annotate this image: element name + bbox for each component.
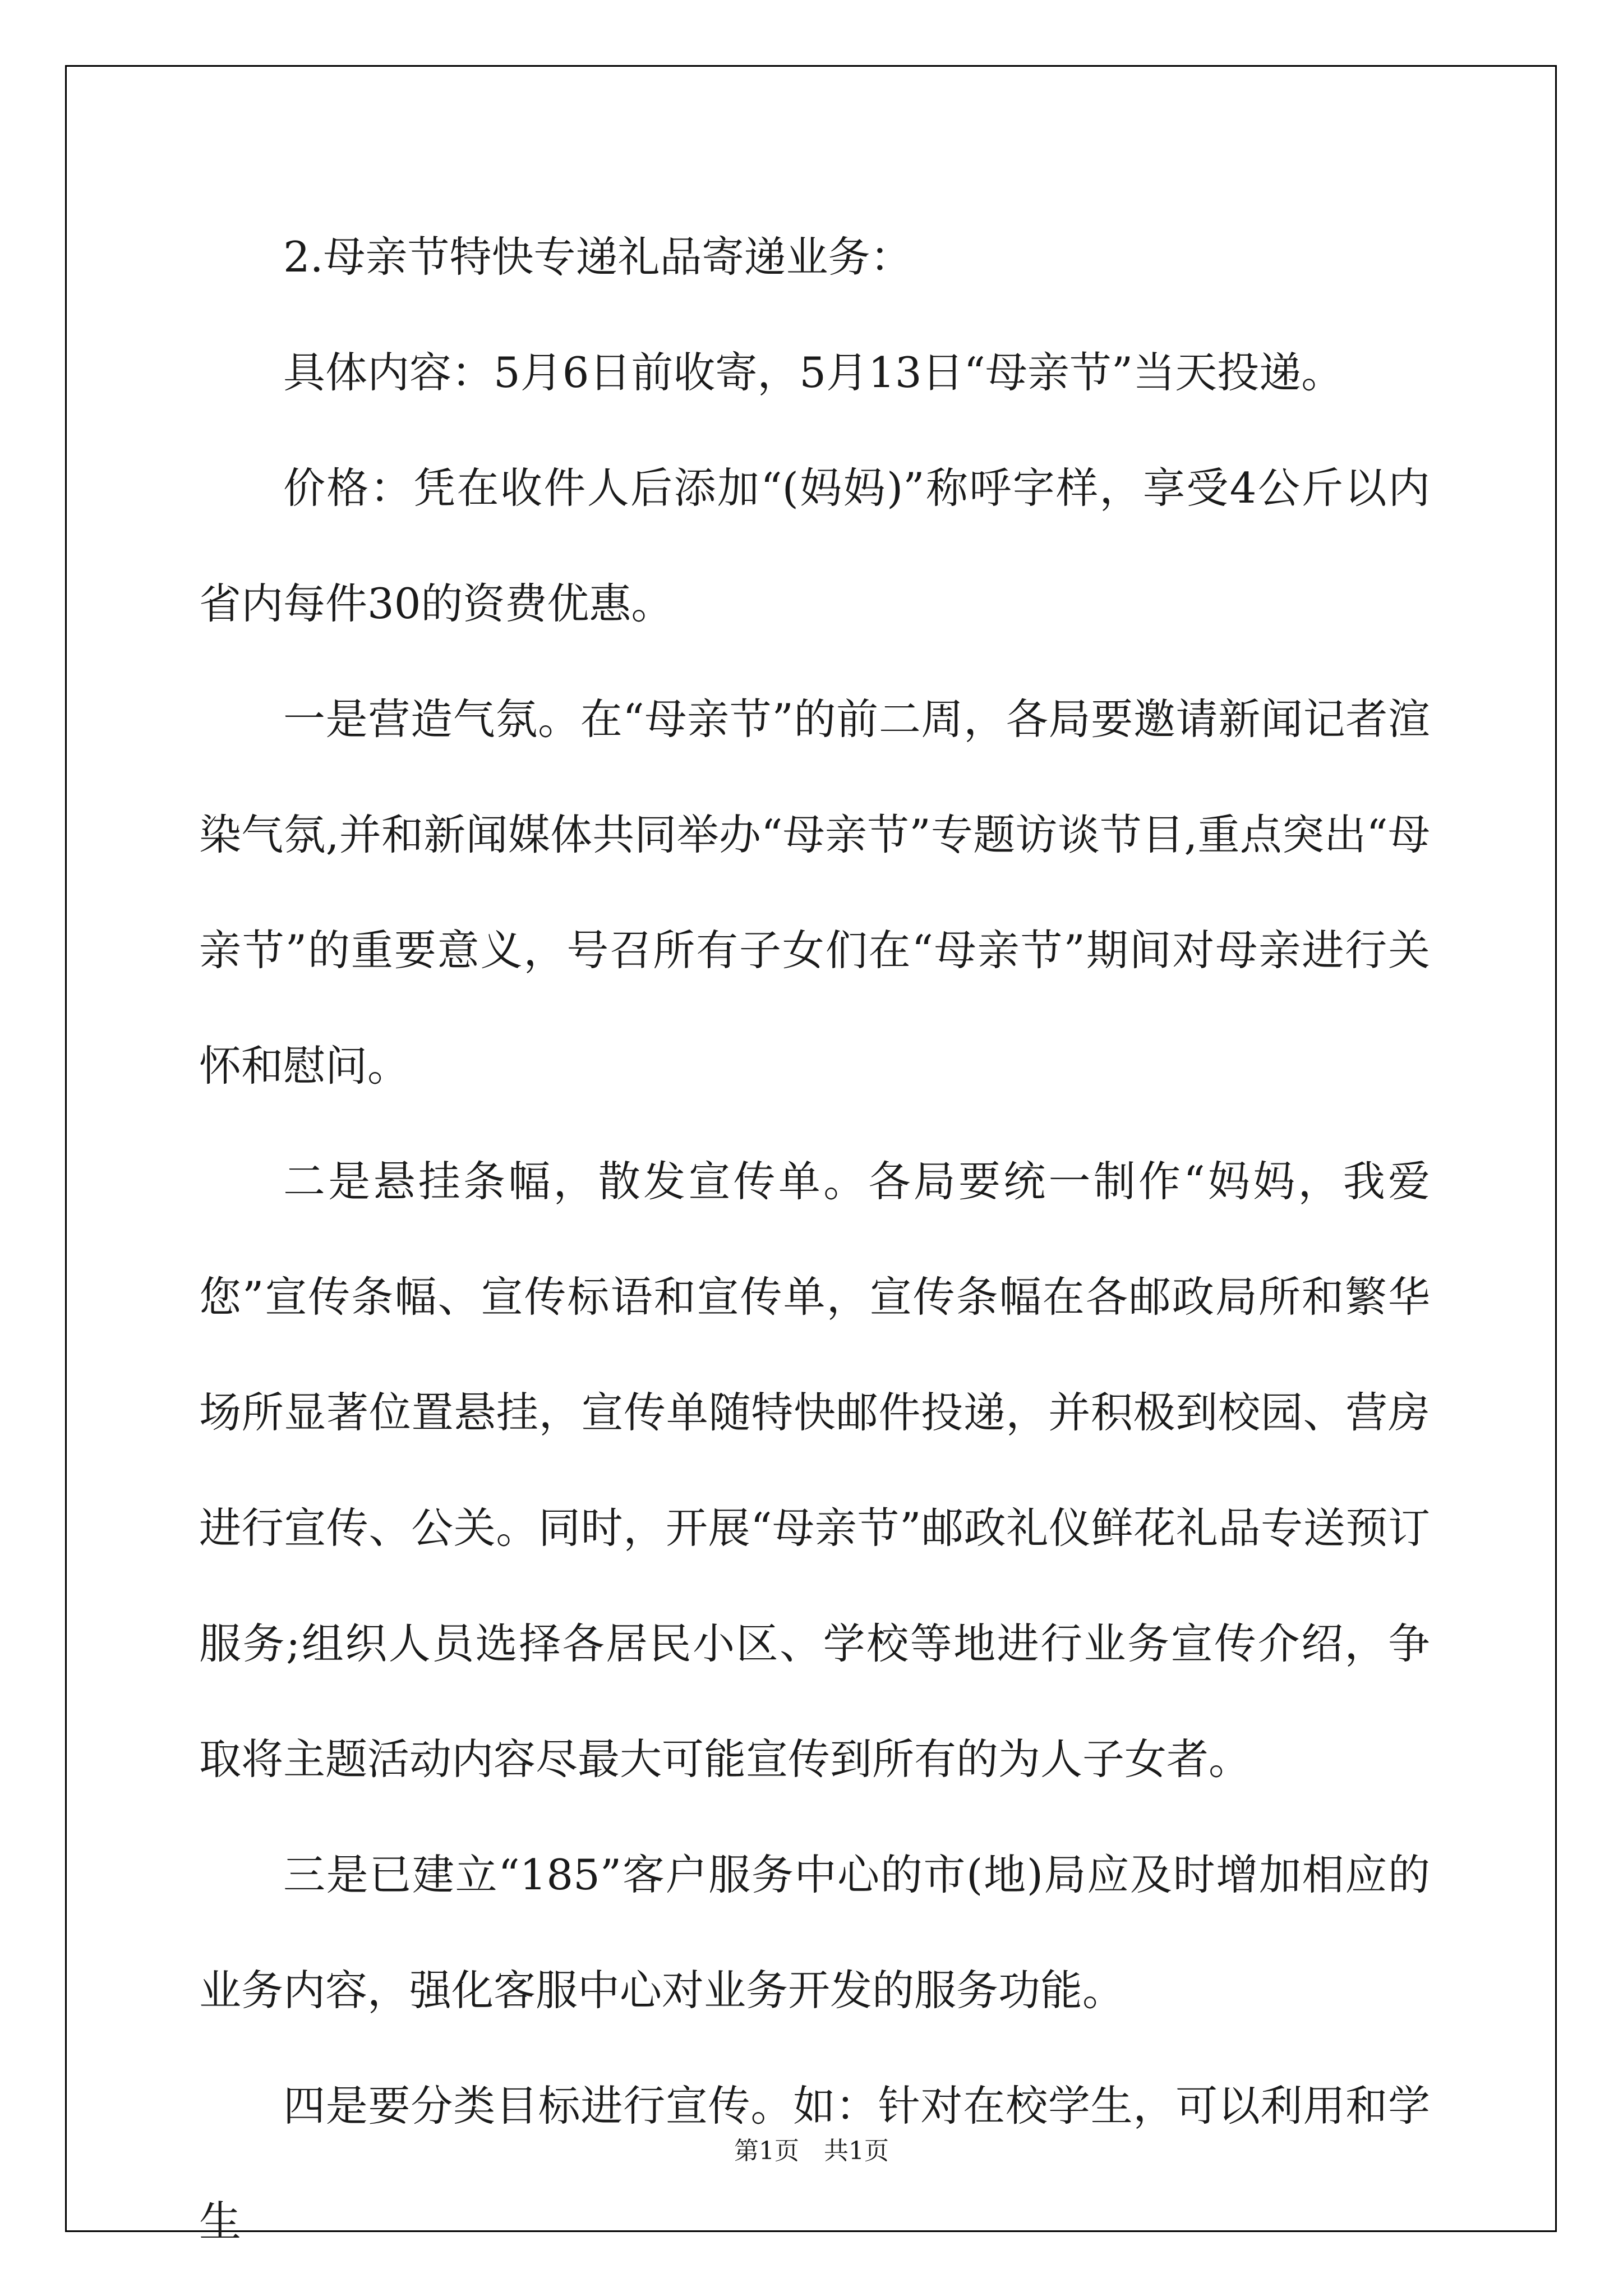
page-footer: 第1页 共1页: [734, 2137, 889, 2165]
paragraph-4: 一是营造气氛。在“母亲节”的前二周，各局要邀请新闻记者渲染气氛,并和新闻媒体共同举办“母亲节”专题访谈节目,重点突出“母亲节”的重要意义，号召所有子女们在“母亲节”期间对母亲进行关怀和慰问。: [199, 694, 1430, 1091]
paragraph-3: 价格：凭在收件人后添加“(妈妈)”称呼字样，享受4公斤以内省内每件30的资费优惠。: [199, 463, 1430, 628]
document-body: [199, 199, 1430, 2279]
paragraph-5: 二是悬挂条幅，散发宣传单。各局要统一制作“妈妈，我爱您”宣传条幅、宣传标语和宣传单，宣传条幅在各邮政局所和繁华场所显著位置悬挂，宣传单随特快邮件投递，并积极到校园、营房进行宣传、公关。同时，开展“母亲节”邮政礼仪鲜花礼品专送预订服务;组织人员选择各居民小区、学校等地进行业务宣传介绍，争取将主题活动内容尽最大可能宣传到所有的为人子女者。: [199, 1157, 1430, 1784]
paragraph-2: 具体内容：5月6日前收寄，5月13日“母亲节”当天投递。: [283, 348, 1344, 397]
paragraph-6: 三是已建立“185”客户服务中心的市(地)局应及时增加相应的业务内容，强化客服中心对业务开发的服务功能。: [199, 1850, 1430, 2015]
paragraph-1: 2.母亲节特快专递礼品寄递业务：: [283, 232, 912, 282]
paragraph-7: 四是要分类目标进行宣传。如：针对在校学生，可以利用和学生: [199, 2081, 1430, 2246]
